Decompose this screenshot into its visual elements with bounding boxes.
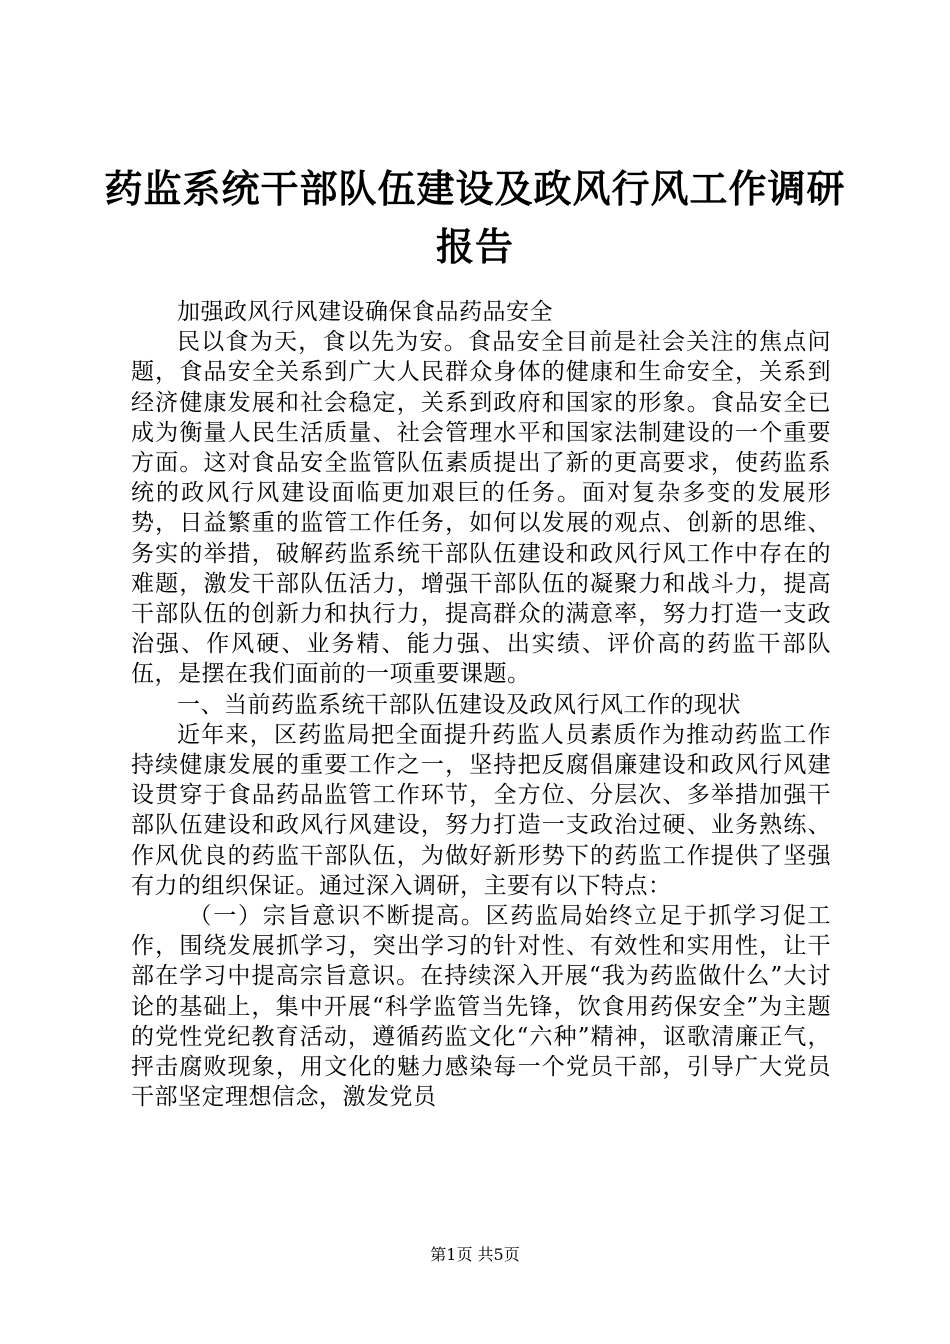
- section-heading: 一、当前药监系统干部队伍建设及政风行风工作的现状: [177, 691, 741, 718]
- body-paragraph: 民以食为天，食以先为安。食品安全目前是社会关注的焦点问题，食品安全关系到广大人民群众身体的健康和生命安全，关系到经济健康发展和社会稳定，关系到政府和国家的形象。食品安全已成为衡量人民生活质量、社会管理水平和国家法制建设的一个重要方面。这对食品安全监管队伍素质提出了新的更高要求，使药监系统的政风行风建设面临更加艰巨的任务。面对复杂多变的发展形势，日益繁重的监管工作任务，如何以发展的观点、创新的思维、务实的举措，破解药监系统干部队伍建设和政风行风工作中存在的难题，激发干部队伍活力，增强干部队伍的凝聚力和战斗力，提高干部队伍的创新力和执行力，提高群众的满意率，努力打造一支政治强、作风硬、业务精、能力强、出实绩、评价高的药监干部队伍，是摆在我们面前的一项重要课题。: [131, 329, 831, 688]
- body-paragraph: 近年来，区药监局把全面提升药监人员素质作为推动药监工作持续健康发展的重要工作之一，坚持把反腐倡廉建设和政风行风建设贯穿于食品药品监管工作环节，全方位、分层次、多举措加强干部队伍建设和政风行风建设，努力打造一支政治过硬、业务熟练、作风优良的药监干部队伍，为做好新形势下的药监工作提供了坚强有力的组织保证。通过深入调研，主要有以下特点：: [131, 721, 831, 899]
- document-body: [131, 297, 831, 1112]
- subtitle-paragraph: 加强政风行风建设确保食品药品安全: [177, 299, 553, 325]
- document-title: 药监系统干部队伍建设及政风行风工作调研报告: [104, 166, 846, 269]
- body-paragraph: （一）宗旨意识不断提高。区药监局始终立足于抓学习促工作，围绕发展抓学习，突出学习的针对性、有效性和实用性，让干部在学习中提高宗旨意识。在持续深入开展“我为药监做什么”大讨论的基础上，集中开展“科学监管当先锋，饮食用药保安全”为主题的党性党纪教育活动，遵循药监文化“六种”精神，讴歌清廉正气，抨击腐败现象，用文化的魅力感染每一个党员干部，引导广大党员干部坚定理想信念，激发党员: [131, 903, 831, 1111]
- page-footer: 第1页 共5页: [430, 1245, 520, 1264]
